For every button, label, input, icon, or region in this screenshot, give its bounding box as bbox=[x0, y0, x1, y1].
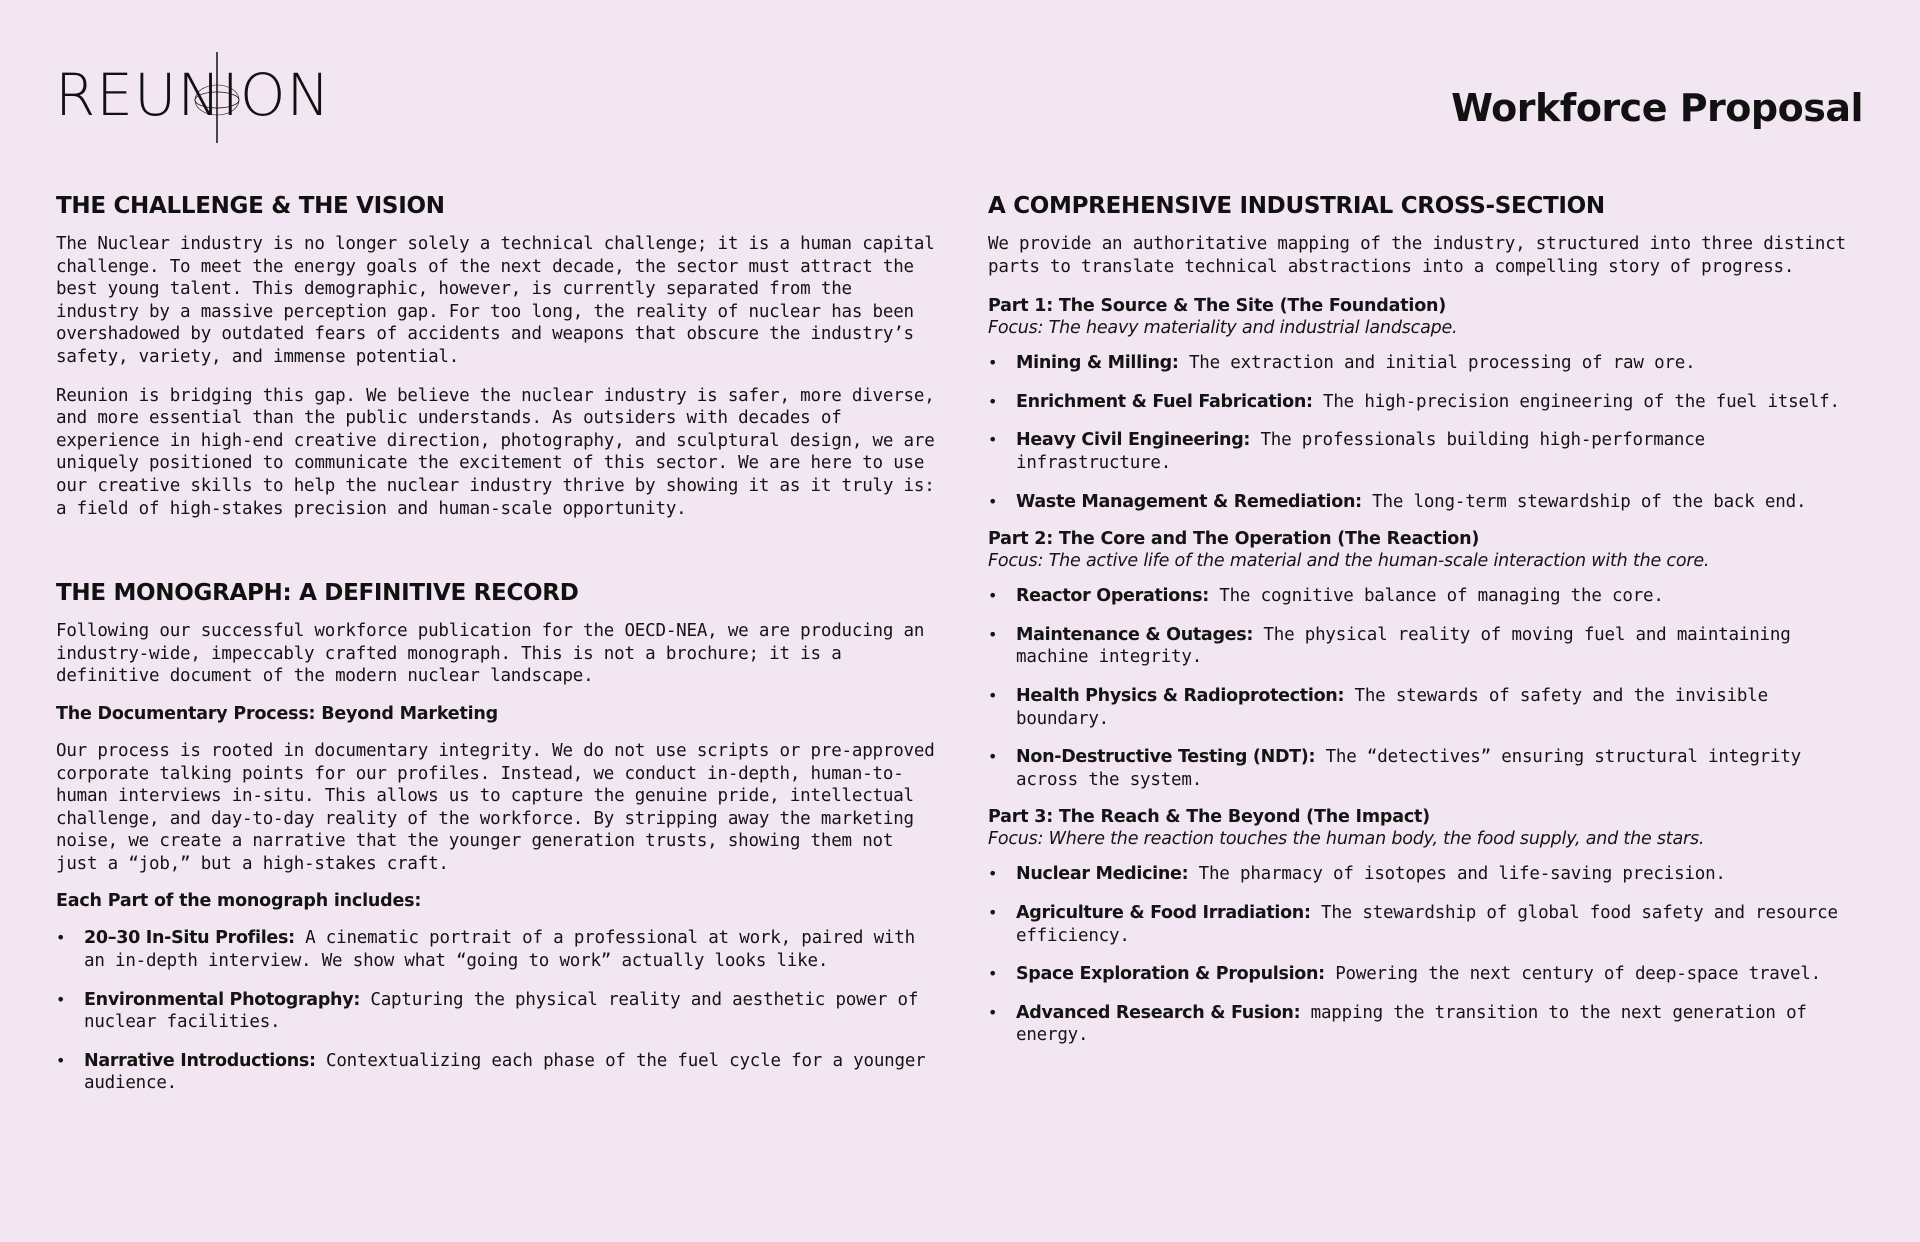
list-item-label: Narrative Introductions: bbox=[84, 1050, 316, 1071]
list-item-label: Agriculture & Food Irradiation: bbox=[1016, 902, 1311, 923]
list-item-text: The “detectives” ensuring structural integrity across the system. bbox=[1016, 747, 1802, 790]
list-item-label: Heavy Civil Engineering: bbox=[1016, 430, 1251, 451]
part-title: Part 1: The Source & The Site (The Foundation) bbox=[988, 296, 1447, 317]
list-item-label: Health Physics & Radioprotection: bbox=[1016, 685, 1345, 706]
list-item-label: Maintenance & Outages: bbox=[1016, 624, 1254, 645]
logo-wordmark: REUNION bbox=[55, 61, 331, 129]
monograph-section bbox=[56, 580, 936, 1095]
part-3 bbox=[988, 807, 1868, 1047]
includes-list bbox=[56, 927, 936, 1095]
list-item bbox=[56, 927, 936, 972]
part-focus: Focus: The heavy materiality and industrial landscape. bbox=[988, 318, 1458, 339]
part-title: Part 2: The Core and The Operation (The Reaction) bbox=[988, 529, 1480, 550]
logo-globe-icon bbox=[55, 52, 285, 147]
list-item bbox=[988, 352, 1868, 375]
part-list bbox=[988, 585, 1868, 791]
list-item-text: The professionals building high-performance infrastructure. bbox=[1016, 430, 1705, 473]
list-item-text: Contextualizing each phase of the fuel cycle for a younger audience. bbox=[84, 1050, 926, 1094]
part-focus: Focus: The active life of the material and the human-scale interaction with the core. bbox=[988, 551, 1710, 572]
part-1 bbox=[988, 296, 1868, 513]
challenge-paragraph-2: Reunion is bridging this gap. We believe the nuclear industry is safer, more diverse, and more essential than the public understands. As outsiders with decades of experience in high-end creative direction, photography, and sculptural design, we are uniquely positioned to communicate the excitement of this sector. We are here to use our creative skills to help the nuclear industry thrive by showing it as it truly is: a field of high-stakes precision and human-scale opportunity. bbox=[56, 385, 935, 519]
list-item bbox=[988, 491, 1868, 514]
list-item-label: Reactor Operations: bbox=[1016, 586, 1209, 607]
process-heading: The Documentary Process: Beyond Marketing bbox=[56, 703, 499, 724]
left-column bbox=[56, 193, 936, 1111]
list-item-text: The long-term stewardship of the back end. bbox=[1372, 491, 1807, 512]
part-focus: Focus: Where the reaction touches the human body, the food supply, and the stars. bbox=[988, 829, 1705, 850]
part-list bbox=[988, 352, 1868, 513]
list-item bbox=[988, 429, 1868, 474]
cross-section-heading: A COMPREHENSIVE INDUSTRIAL CROSS-SECTION bbox=[988, 193, 1605, 219]
list-item-text: The stewards of safety and the invisible boundary. bbox=[1016, 685, 1768, 729]
list-item-text: mapping the transition to the next generation of energy. bbox=[1016, 1002, 1807, 1046]
list-item bbox=[988, 391, 1868, 414]
list-item-label: Nuclear Medicine: bbox=[1016, 864, 1189, 885]
monograph-heading: THE MONOGRAPH: A DEFINITIVE RECORD bbox=[56, 580, 579, 607]
list-item bbox=[988, 1002, 1868, 1047]
list-item-label: Enrichment & Fuel Fabrication: bbox=[1016, 391, 1313, 412]
part-2 bbox=[988, 529, 1868, 791]
list-item bbox=[988, 902, 1868, 947]
list-item-label: Space Exploration & Propulsion: bbox=[1016, 964, 1325, 985]
list-item bbox=[988, 624, 1868, 669]
part-title: Part 3: The Reach & The Beyond (The Impact) bbox=[988, 807, 1430, 828]
list-item bbox=[988, 685, 1868, 730]
list-item-label: Advanced Research & Fusion: bbox=[1016, 1002, 1301, 1023]
part-list bbox=[988, 863, 1868, 1047]
challenge-section bbox=[56, 193, 936, 520]
list-item-label: Waste Management & Remediation: bbox=[1016, 491, 1362, 512]
list-item-text: The stewardship of global food safety and resource efficiency. bbox=[1016, 902, 1838, 946]
challenge-heading: THE CHALLENGE & THE VISION bbox=[56, 193, 445, 219]
list-item-text: A cinematic portrait of a professional at work, paired with an in-depth interview. We show what “going to work” actually looks like. bbox=[84, 928, 915, 972]
list-item-text: Powering the next century of deep-space travel. bbox=[1335, 964, 1821, 985]
list-item-text: The extraction and initial processing of raw ore. bbox=[1188, 353, 1696, 374]
list-item-text: The pharmacy of isotopes and life-saving precision. bbox=[1198, 864, 1726, 885]
list-item-text: The cognitive balance of managing the core. bbox=[1219, 586, 1664, 607]
page-title: Workforce Proposal bbox=[1451, 86, 1863, 130]
right-column bbox=[988, 193, 1868, 1063]
list-item bbox=[988, 863, 1868, 886]
monograph-paragraph-1: Following our successful workforce publication for the OECD-NEA, we are producing an industry-wide, impeccably crafted monograph. This is not a brochure; it is a definitive document of the modern nuclear landscape. bbox=[56, 621, 925, 687]
list-item-text: The physical reality of moving fuel and maintaining machine integrity. bbox=[1016, 624, 1791, 668]
process-paragraph: Our process is rooted in documentary integrity. We do not use scripts or pre-approved corporate talking points for our profiles. Instead, we conduct in-depth, human-to-human interviews in-situ. This allows us to capture the genuine pride, intellectual challenge, and day-to-day reality of the workforce. By stripping away the marketing noise, we create a narrative that the younger generation trusts, showing them not just a “job,” but a high-stakes craft. bbox=[56, 740, 935, 874]
list-item-text: The high-precision engineering of the fuel itself. bbox=[1323, 391, 1840, 412]
list-item-label: Mining & Milling: bbox=[1016, 353, 1179, 374]
cross-section-intro: We provide an authoritative mapping of the industry, structured into three distinct parts to translate technical abstractions into a compelling story of progress. bbox=[988, 234, 1846, 277]
list-item-label: Non-Destructive Testing (NDT): bbox=[1016, 747, 1316, 768]
list-item bbox=[988, 746, 1868, 791]
list-item bbox=[56, 989, 936, 1034]
list-item bbox=[56, 1050, 936, 1095]
includes-heading: Each Part of the monograph includes: bbox=[56, 891, 422, 912]
list-item-label: Environmental Photography: bbox=[84, 989, 361, 1010]
reunion-logo bbox=[55, 52, 331, 147]
list-item-label: 20–30 In-Situ Profiles: bbox=[84, 928, 295, 949]
challenge-paragraph-1: The Nuclear industry is no longer solely a technical challenge; it is a human capital challenge. To meet the energy goals of the next decade, the sector must attract the best young talent. This demographic, however, is currently separated from the industry by a massive perception gap. For too long, the reality of nuclear has been overshadowed by outdated fears of accidents and weapons that obscure the industry’s safety, variety, and immense potential. bbox=[56, 234, 935, 367]
list-item bbox=[988, 963, 1868, 986]
list-item bbox=[988, 585, 1868, 608]
list-item-text: Capturing the physical reality and aesthetic power of nuclear facilities. bbox=[84, 989, 919, 1033]
